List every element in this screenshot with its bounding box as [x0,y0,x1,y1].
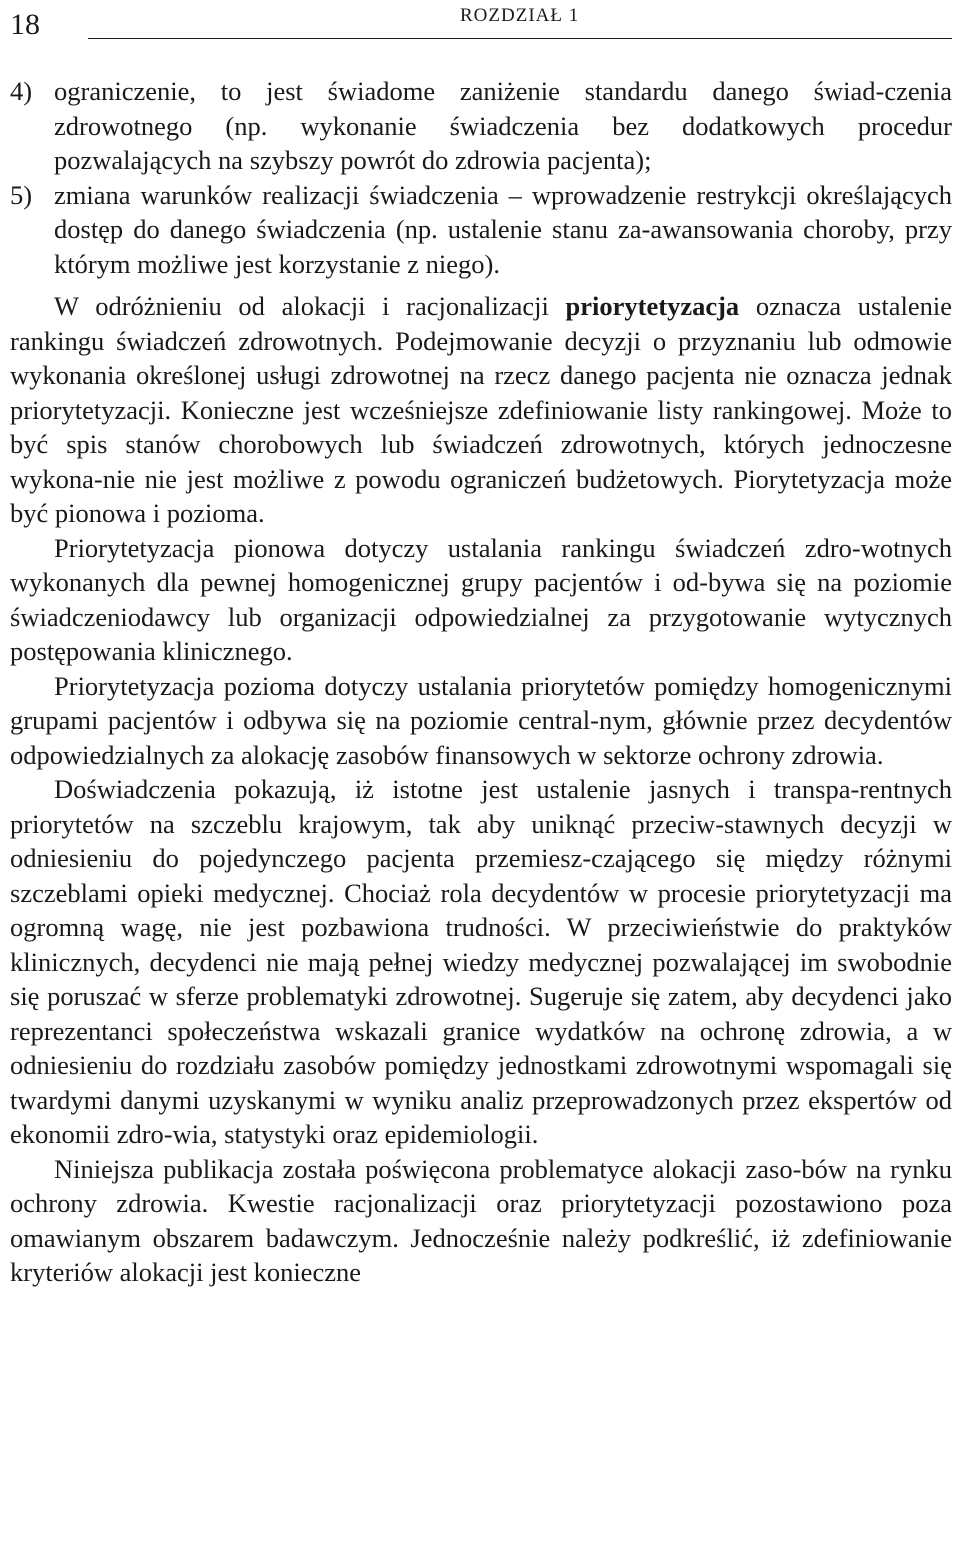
page-header [10,4,952,42]
paragraph: Doświadczenia pokazują, iż istotne jest ustalenie jasnych i transpa-rentnych priorytetów na szczeblu krajowym, tak aby uniknąć przeciw-stawnych decyzji w odniesieniu do pojedynczego pacjenta przemiesz-czającego się między różnymi szczeblami opieki medycznej. Chociaż rola decydentów w procesie priorytetyzacji ma ogromną wagę, nie jest pozbawiona trudności. W przeciwieństwie do praktyków klinicznych, decydenci nie mają pełnej wiedzy medycznej pozwalającej im swobodnie się poruszać w sferze problematyki zdrowotnej. Sugeruje się zatem, aby decydenci jako reprezentanci społeczeństwa wskazali granice wydatków na ochronę zdrowia, a w odniesieniu do rozdziału zasobów pomiędzy jednostkami zdrowotnymi wspomagali się twardymi danymi uzyskanymi w wyniku analiz przeprowadzonych przez ekspertów od ekonomii zdro-wia, statystyki oraz epidemiologii. [10,774,952,1149]
list-item [10,178,952,282]
page-number: 18 [10,8,40,41]
paragraph: Priorytetyzacja pionowa dotyczy ustalania rankingu świadczeń zdro-wotnych wykonanych dla pewnej homogenicznej grupy pacjentów i od-bywa się na poziomie świadczeniodawcy lub organizacji odpowiedzialnej za przygotowanie wytycznych postępowania klinicznego. [10,532,952,666]
chapter-running-head: ROZDZIAŁ 1 [460,5,580,26]
bold-term: priorytetyzacja [565,291,740,321]
paragraph: Priorytetyzacja pozioma dotyczy ustalania priorytetów pomiędzy homogenicznymi grupami pacjentów i odbywa się na poziomie central-nym, głównie przez decydentów odpowiedzialnych za alokację zasobów finansowych w sektorze ochrony zdrowia. [10,670,952,770]
paragraph [10,289,952,531]
main-text [10,74,952,1290]
paragraph: Niniejsza publikacja została poświęcona problematyce alokacji zaso-bów na rynku ochrony zdrowia. Kwestie racjonalizacji oraz priorytetyzacji pozostawiono poza omawianym obszarem badawczym. Jednocześnie należy podkreślić, iż zdefiniowanie kryteriów alokacji jest konieczne [10,1153,952,1287]
paragraph-text: W odróżnieniu od alokacji i racjonalizacji [54,291,566,321]
list-item-number: 5) [10,179,33,210]
list-item-number: 4) [10,76,33,106]
paragraph-text: oznacza ustalenie rankingu świadczeń zdrowotnych. Podejmowanie decyzji o przyznaniu lub odmowie wykonania określonej usługi zdrowotnej na rzecz danego pacjenta nie oznacza jednak priorytetyzacji. Konieczne jest wcześniejsze zdefiniowanie listy rankingowej. Może to być spis stanów chorobowych lub świadczeń zdrowotnych, których jednoczesne wykona-nie nie jest możliwe z powodu ograniczeń budżetowych. Piorytetyzacja może być pionowa i pozioma. [10,291,952,528]
header-rule [88,38,952,39]
list-item-text: zmiana warunków realizacji świadczenia – wprowadzenie restrykcji określających dostęp do danego świadczenia (np. ustalenie stanu za-awansowania choroby, przy którym możliwe jest korzystanie z niego). [54,179,952,279]
list-item [10,74,952,178]
list-item-text: ograniczenie, to jest świadome zaniżenie standardu danego świad-czenia zdrowotnego (np. wykonanie świadczenia bez dodatkowych procedur pozwalających na szybszy powrót do zdrowia pacjenta); [54,76,952,175]
